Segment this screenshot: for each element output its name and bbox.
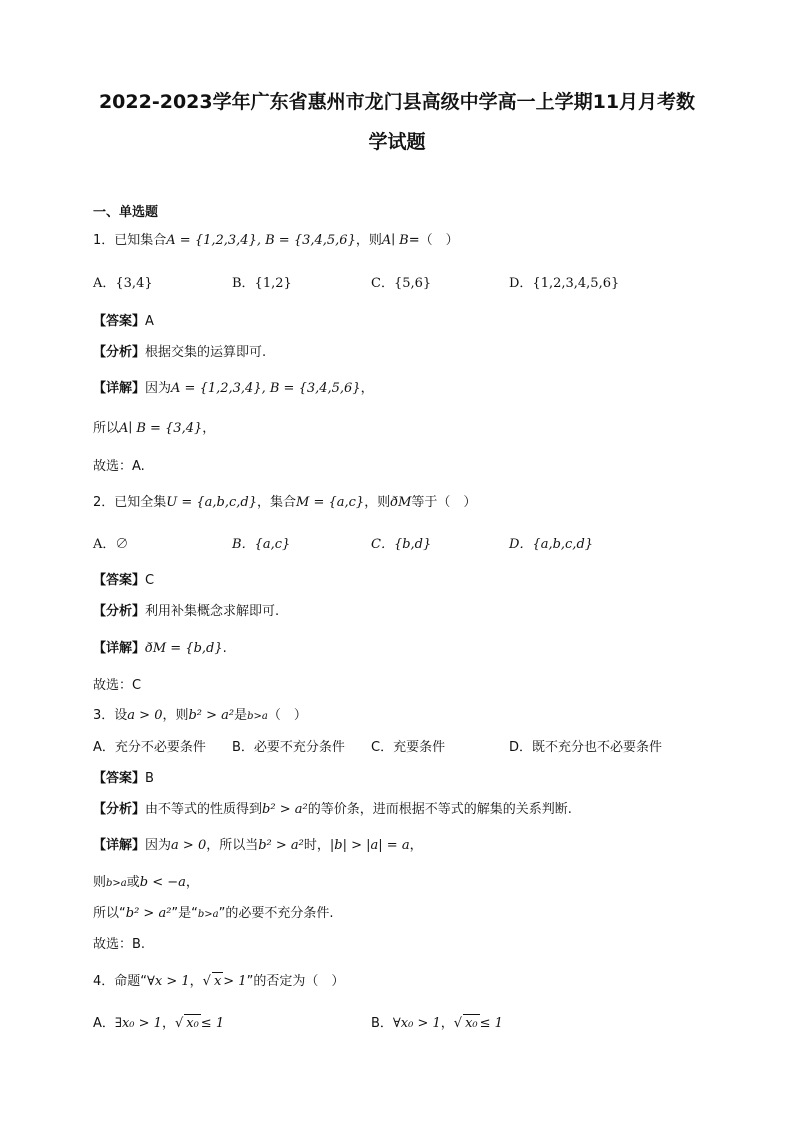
q2-analysis (93, 603, 279, 621)
q3-stem-math3: b>a (247, 711, 268, 722)
q3-stem-math2: b² > a² (188, 708, 235, 723)
q2-analysis-text: 利用补集概念求解即可. (145, 604, 280, 619)
q4-stem-math: ∀x > 1 (147, 974, 190, 989)
q1-stem-math: A = {1,2,3,4}, B = {3,4,5,6} (166, 233, 356, 248)
q1-detail-line2 (93, 420, 215, 438)
q3-detail-pre: 因为 (145, 838, 172, 853)
q3-analysis (93, 801, 572, 819)
detail-label: 【详解】 (93, 838, 146, 853)
q2-stem-mid: ，集合 (257, 495, 297, 510)
title-line-2: 学试题 (368, 131, 426, 153)
answer-label: 【答案】 (93, 573, 146, 588)
q4-optB-pre: B． (371, 1016, 393, 1031)
q4-optA-mid: ， (161, 1016, 175, 1031)
q2-detail-end: . (222, 641, 227, 656)
q2-stem-mid2: ，则 (364, 495, 391, 510)
q3-stem (93, 707, 307, 726)
q2-answer (93, 572, 154, 590)
q1-line2-math: A∣ B = {3,4} (119, 421, 203, 436)
q4-optA-math: ∃x₀ > 1 (114, 1016, 162, 1031)
q2-detail (93, 640, 227, 658)
q3-detail-mid2: 时， (303, 838, 330, 853)
q4-optA-pre: A． (93, 1016, 115, 1031)
q4-optB-end: ≤ 1 (479, 1016, 503, 1031)
q1-stem-mid: ，则 (355, 233, 382, 248)
q1-analysis-text: 根据交集的运算即可. (145, 345, 267, 360)
q3-detail-mid: ，所以当 (206, 838, 259, 853)
q2-stem (93, 494, 476, 512)
q4-optB-math: ∀x₀ > 1 (392, 1016, 441, 1031)
q1-detail-math: A = {1,2,3,4}, B = {3,4,5,6} (171, 381, 361, 396)
q4-option-b (371, 1014, 503, 1033)
q3-choose: 故选：B. (93, 937, 146, 952)
q2-option-d: D．{a,b,c,d} (509, 537, 594, 552)
q3-option-c: C．充要条件 (371, 740, 446, 755)
q3-line3-math: b² > a² (125, 906, 172, 921)
q3-answer-value: B (145, 771, 154, 786)
analysis-label: 【分析】 (93, 604, 146, 619)
q2-stem-math4: M (398, 495, 412, 510)
q4-stem-pre: 4．命题“ (93, 974, 148, 989)
q1-detail-end: ， (360, 381, 374, 396)
q2-choose: 故选：C (93, 678, 142, 693)
q2-stem-end: 等于（ ） (411, 495, 477, 510)
title-line-1: 2022-2023学年广东省惠州市龙门县高级中学高一上学期11月月考数 (98, 91, 696, 113)
q4-option-a (93, 1014, 224, 1033)
q3-line2-math2: b < −a (139, 875, 186, 890)
page-title (60, 82, 734, 162)
q1-answer (93, 313, 154, 331)
q4-optB-sqrt: x₀ (465, 1016, 478, 1031)
q3-line2-end: ， (185, 875, 199, 890)
q3-stem-end: （ ） (267, 708, 307, 723)
q2-detail-math2: M = {b,d} (152, 641, 223, 656)
q1-stem (93, 232, 459, 250)
q4-optB-sqrt-sign: √ (453, 1016, 463, 1031)
q3-analysis-math: b² > a² (262, 802, 308, 817)
q3-analysis-end: 的等价条，进而根据不等式的解集的关系判断. (307, 802, 572, 817)
q3-line3-end: ”的必要不充分条件. (218, 906, 334, 921)
q1-stem-end: =（ ） (408, 233, 459, 248)
q4-stem-sqrt: x (213, 974, 222, 989)
analysis-label: 【分析】 (93, 802, 146, 817)
detail-label: 【详解】 (93, 381, 146, 396)
analysis-label: 【分析】 (93, 345, 146, 360)
q3-stem-math: a > 0 (127, 708, 163, 723)
q4-optA-end: ≤ 1 (200, 1016, 225, 1031)
q1-stem-pre: 1．已知集合 (93, 233, 167, 248)
q2-stem-math3: ð (390, 495, 399, 510)
q4-stem (93, 972, 344, 991)
q3-detail-line3 (93, 905, 334, 924)
q1-choose: 故选：A. (93, 459, 145, 474)
q1-analysis (93, 344, 266, 362)
q3-stem-mid: ，则 (162, 708, 189, 723)
q2-option-a: A．∅ (93, 537, 129, 552)
q3-stem-pre: 3．设 (93, 708, 128, 723)
q1-detail-pre: 因为 (145, 381, 172, 396)
answer-label: 【答案】 (93, 314, 146, 329)
q3-detail-math3: |b| > |a| = a (329, 838, 410, 853)
q3-detail-math: a > 0 (171, 838, 207, 853)
q4-optB-mid: ， (440, 1016, 454, 1031)
q1-option-d: D．{1,2,3,4,5,6} (509, 276, 620, 291)
q4-optA-sqrt-sign: √ (174, 1016, 184, 1031)
q3-line2-mid: 或 (126, 875, 140, 890)
q3-analysis-pre: 由不等式的性质得到 (145, 802, 263, 817)
q4-stem-math2: > 1 (223, 974, 247, 989)
q4-optA-sqrt: x₀ (186, 1016, 199, 1031)
q3-option-b: B．必要不充分条件 (232, 740, 345, 755)
q3-detail-end: ， (409, 838, 423, 853)
detail-label: 【详解】 (93, 641, 146, 656)
q2-stem-math2: M = {a,c} (296, 495, 365, 510)
q2-detail-math: ð (145, 641, 153, 656)
q1-line2-end: ， (202, 421, 216, 436)
q3-answer (93, 770, 154, 788)
q1-option-a: A．{3,4} (93, 276, 153, 291)
q2-answer-value: C (145, 573, 155, 588)
q1-stem-math2: A∣ B (381, 233, 409, 248)
section-heading: 一、单选题 (93, 205, 159, 220)
q4-sqrt-sign: √ (202, 974, 211, 989)
q3-line3-mid: ”是“ (171, 906, 198, 921)
q3-stem-mid2: 是 (234, 708, 248, 723)
q2-option-c: C．{b,d} (371, 537, 432, 552)
q3-line3-pre: 所以“ (93, 906, 126, 921)
q3-line2-pre: 则 (93, 875, 107, 890)
q3-detail (93, 837, 423, 855)
q3-detail-line2 (93, 874, 199, 893)
q4-stem-end: ”的否定为（ ） (246, 974, 345, 989)
q2-stem-math: U = {a,b,c,d} (166, 495, 258, 510)
q2-option-b: B．{a,c} (232, 537, 291, 552)
q3-option-d: D．既不充分也不必要条件 (509, 740, 663, 755)
q1-answer-value: A (145, 314, 154, 329)
q1-line2-pre: 所以 (93, 421, 120, 436)
q1-detail (93, 380, 374, 398)
q4-stem-mid: ， (189, 974, 203, 989)
q3-line3-math2: b>a (197, 909, 219, 920)
q1-option-b: B．{1,2} (232, 276, 292, 291)
answer-label: 【答案】 (93, 771, 146, 786)
q3-option-a: A．充分不必要条件 (93, 740, 206, 755)
q2-stem-pre: 2．已知全集 (93, 495, 167, 510)
q1-option-c: C．{5,6} (371, 276, 432, 291)
q3-line2-math: b>a (106, 878, 127, 889)
q3-detail-math2: b² > a² (258, 838, 304, 853)
